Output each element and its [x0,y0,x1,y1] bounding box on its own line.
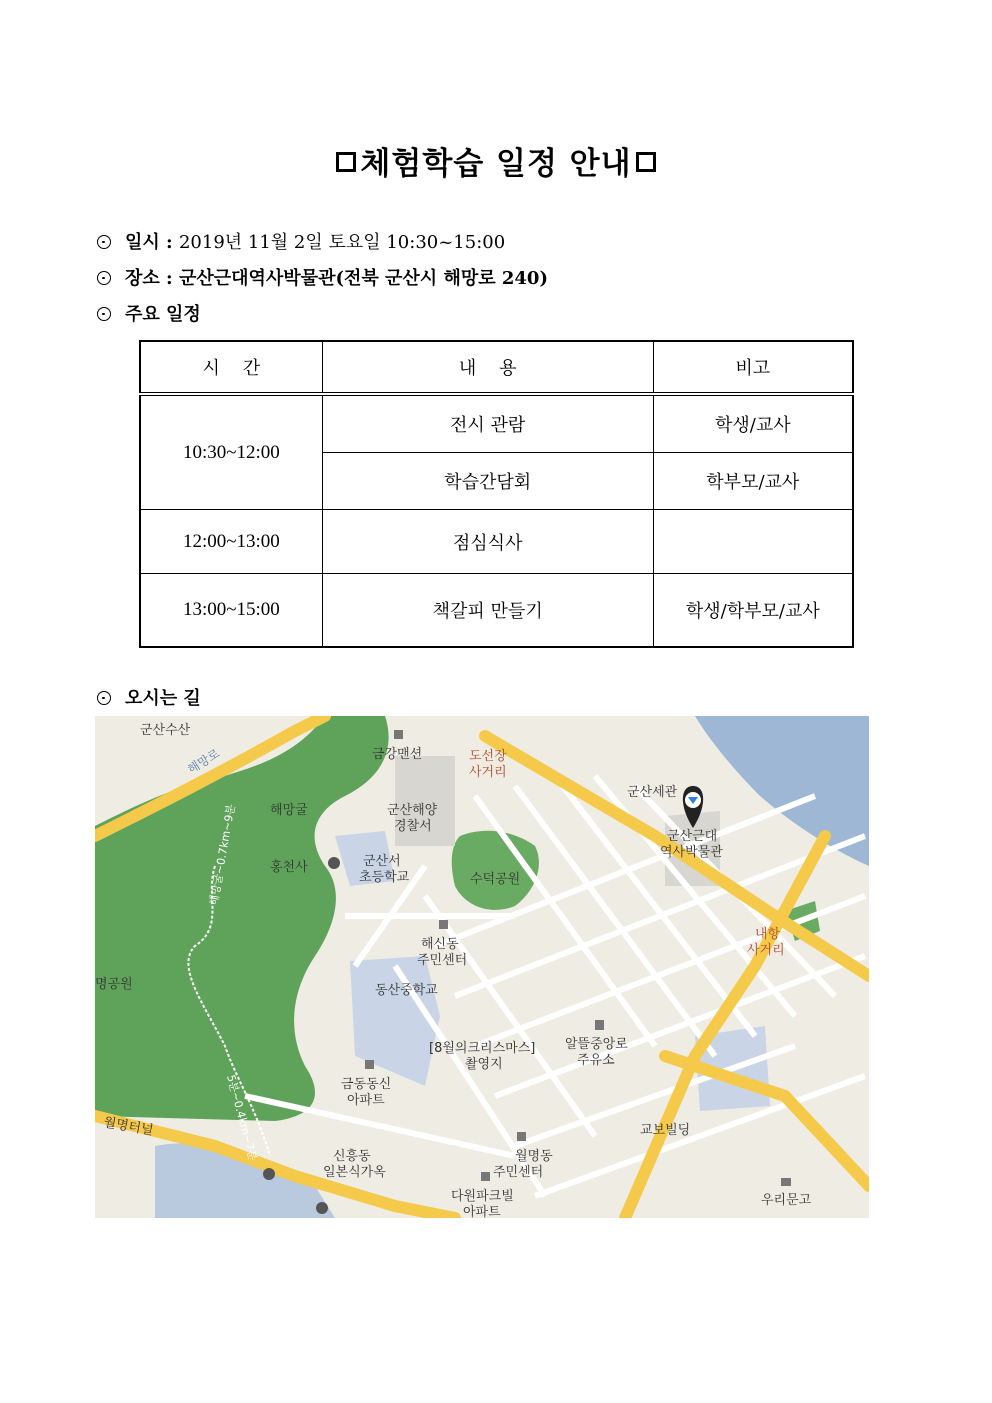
circle-bullet-icon [97,307,111,321]
map-canvas[interactable] [95,716,869,1218]
map-label: 금동동신 [341,1077,392,1092]
directions-label: 오시는 길 [125,688,201,709]
content-cell: 학습간담회 [322,453,653,510]
map-label: 촬영지 [465,1057,503,1072]
map-label: 알뜰중앙로 [565,1037,628,1052]
time-cell: 13:00~15:00 [140,574,322,648]
map-label: 사거리 [469,765,507,780]
building-icon [439,920,448,929]
map-label: 월명동 [515,1149,553,1164]
map-label: 명공원 [95,977,133,992]
info-date-label: 일시 : [125,232,173,253]
time-cell: 12:00~13:00 [140,510,322,574]
table-row [140,510,853,574]
map-label: 도선장 [469,749,507,764]
map-label: 해망로 [185,746,223,777]
map-label: 군산세관 [627,785,678,800]
info-schedule-label: 주요 일정 [125,304,201,325]
gas-station-icon [595,1020,604,1030]
map-label: 해망굴 [270,803,308,818]
subway-exit-icon [263,1168,275,1180]
map-label: 일본식가옥 [323,1165,386,1180]
map-label: 다원파크빌 [451,1189,514,1204]
map-label: 교보빌딩 [640,1123,691,1138]
map-label: 사거리 [747,943,785,958]
building-icon [365,1060,374,1069]
bookstore-icon [781,1178,791,1186]
map-label: 내항 [755,927,781,942]
info-place [97,264,548,290]
checkbox-square-icon [336,152,356,172]
info-date-value: 2019년 11월 2일 토요일 10:30~15:00 [178,232,506,253]
map-label: 주유소 [577,1053,615,1068]
circle-bullet-icon [97,235,111,249]
building-icon [481,1172,490,1181]
info-directions [97,684,201,710]
content-cell: 책갈피 만들기 [322,574,653,648]
building-icon [517,1132,526,1141]
map-label: 경찰서 [394,819,432,834]
map-label: 군산수산 [140,723,191,738]
content-cell: 전시 관람 [322,394,653,453]
title-text: 체험학습 일정 안내 [360,146,632,182]
map-label: 홍천사 [270,860,308,875]
table-row [140,574,853,648]
map-label: 군산해양 [387,803,438,818]
map-label: 역사박물관 [660,845,723,860]
note-cell: 학생/교사 [653,394,853,453]
map-label: 월명터널 [102,1115,155,1139]
note-cell: 학생/학부모/교사 [653,574,853,648]
map-label: 수덕공원 [470,872,521,887]
map-label: 아파트 [463,1205,501,1218]
header-note: 비고 [653,341,853,394]
map-label: 해신동 [421,937,459,952]
map-label: 군산근대 [667,829,718,844]
subway-exit-icon [328,857,340,869]
table-header-row [140,341,853,394]
time-cell: 10:30~12:00 [140,394,322,510]
map-label: 동산중학교 [375,983,438,998]
circle-bullet-icon [97,271,111,285]
park-area [95,716,392,1121]
school-block [350,956,440,1086]
checkbox-square-icon [636,152,656,172]
map-label: 아파트 [347,1093,385,1108]
building-icon [394,730,403,739]
note-cell [653,510,853,574]
circle-bullet-icon [97,691,111,705]
content-cell: 점심식사 [322,510,653,574]
map-label: 주민센터 [493,1165,544,1180]
table-row [140,394,853,453]
map-label: 금강맨션 [372,747,423,762]
map-label: 해망굴~0.7km~9분 [207,803,238,907]
map-label: 신흥동 [333,1149,371,1164]
schedule-table [139,340,854,648]
map-label: 5분~0.4km~7분 [224,1073,260,1163]
note-cell: 학부모/교사 [653,453,853,510]
map-label: 초등학교 [359,870,410,885]
info-place-value: 군산근대역사박물관(전북 군산시 해망로 240) [178,268,548,289]
header-time: 시 간 [140,341,322,394]
info-schedule [97,300,201,326]
subway-exit-icon [316,1202,328,1214]
info-place-label: 장소 : [125,268,173,289]
header-content: 내 용 [322,341,653,394]
page-title [0,138,992,183]
map-label: 군산서 [363,854,401,869]
info-date [97,228,505,254]
map-label: [8월의크리스마스] [429,1041,536,1056]
location-map[interactable] [95,716,869,1218]
map-label: 주민센터 [417,953,468,968]
map-label: 우리문고 [761,1193,812,1208]
